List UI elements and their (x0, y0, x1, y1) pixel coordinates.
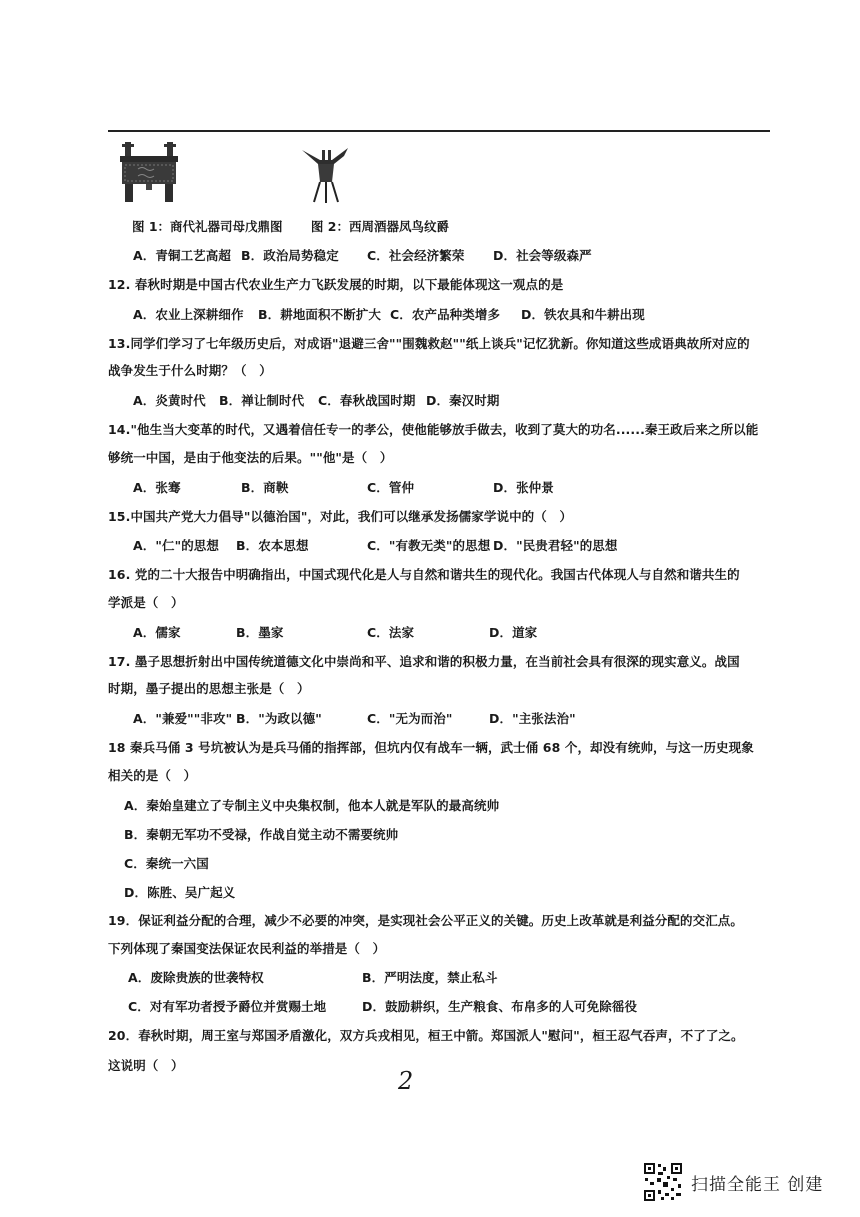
q19-option-d[interactable]: D．鼓励耕织，生产粮食、布帛多的人可免除徭役 (362, 999, 638, 1014)
q16-option-b[interactable]: B．墨家 (236, 625, 284, 640)
q11-option-c[interactable]: C．社会经济繁荣 (367, 248, 465, 263)
camscanner-watermark (643, 1162, 823, 1202)
q18-option-d[interactable]: D．陈胜、吴广起义 (124, 885, 236, 900)
q17-stem-line2: 时期，墨子提出的思想主张是（ ） (108, 681, 310, 696)
q18-stem-line1: 18 秦兵马俑 3 号坑被认为是兵马俑的指挥部，但坑内仅有战车一辆，武士俑 68 个，却没有统帅，与这一历史现象 (108, 740, 754, 755)
q17-option-b[interactable]: B．"为政以德" (236, 711, 322, 726)
q14-stem-line1: 14."他生当大变革的时代，又遇着信任专一的孝公，使他能够放手做去，收到了莫大的功名......秦王政后来之所以能 (108, 422, 759, 437)
q17-option-a[interactable]: A．"兼爱""非攻" (133, 711, 233, 726)
q15-option-c[interactable]: C．"有教无类"的思想 (367, 538, 491, 553)
q19-stem-line2: 下列体现了秦国变法保证农民利益的举措是（ ） (108, 941, 386, 956)
q15-option-d[interactable]: D．"民贵君轻"的思想 (493, 538, 618, 553)
q20-stem-line2: 这说明（ ） (108, 1058, 184, 1073)
figure-2-caption: 图 2：西周酒器凤鸟纹爵 (310, 219, 449, 234)
phoenix-jue-image (300, 146, 352, 204)
q12-option-a[interactable]: A．农业上深耕细作 (133, 307, 244, 322)
q18-option-c[interactable]: C．秦统一六国 (124, 856, 209, 871)
q19-option-b[interactable]: B．严明法度，禁止私斗 (362, 970, 498, 985)
figure-captions (132, 217, 449, 235)
q14-option-a[interactable]: A．张骞 (133, 480, 181, 495)
q16-stem-line2: 学派是（ ） (108, 595, 184, 610)
q20-stem-line1: 20．春秋时期，周王室与郑国矛盾激化，双方兵戎相见，桓王中箭。郑国派人"慰问"，桓王忍气吞声，不了了之。 (108, 1028, 744, 1043)
q18-stem-line2: 相关的是（ ） (108, 768, 197, 783)
q17-option-d[interactable]: D．"主张法治" (489, 711, 576, 726)
q16-option-a[interactable]: A．儒家 (133, 625, 181, 640)
q13-option-c[interactable]: C．春秋战国时期 (318, 393, 416, 408)
q12-option-c[interactable]: C．农产品种类增多 (390, 307, 501, 322)
q11-option-d[interactable]: D．社会等级森严 (493, 248, 592, 263)
watermark-text: 扫描全能王 创建 (691, 1174, 824, 1195)
q12-stem: 12. 春秋时期是中国古代农业生产力飞跃发展的时期，以下最能体现这一观点的是 (108, 277, 564, 292)
q17-stem-line1: 17. 墨子思想折射出中国传统道德文化中崇尚和平、追求和谐的积极力量，在当前社会具有很深的现实意义。战国 (108, 654, 740, 669)
q13-stem-line2: 战争发生于什么时期？（ ） (108, 363, 272, 378)
q17-option-c[interactable]: C．"无为而治" (367, 711, 453, 726)
q13-option-b[interactable]: B．禅让制时代 (219, 393, 305, 408)
q19-stem-line1: 19．保证利益分配的合理，减少不必要的冲突，是实现社会公平正义的关键。历史上改革就是利益分配的交汇点。 (108, 913, 743, 928)
q13-stem-line1: 13.同学们学习了七年级历史后，对成语"退避三舍""围魏救赵""纸上谈兵"记忆犹新。你知道这些成语典故所对应的 (108, 336, 750, 351)
q18-option-a[interactable]: A．秦始皇建立了专制主义中央集权制，他本人就是军队的最高统帅 (124, 798, 500, 813)
q19-option-c[interactable]: C．对有军功者授予爵位并赏赐土地 (128, 999, 327, 1014)
q14-option-d[interactable]: D．张仲景 (493, 480, 554, 495)
qr-code-icon (643, 1162, 683, 1202)
q19-option-a[interactable]: A．废除贵族的世袭特权 (128, 970, 264, 985)
q14-option-b[interactable]: B．商鞅 (241, 480, 289, 495)
q14-stem-line2: 够统一中国，是由于他变法的后果。""他"是（ ） (108, 450, 393, 465)
page-number: 2 (398, 1067, 414, 1095)
q18-option-b[interactable]: B．秦朝无军功不受禄，作战自觉主动不需要统帅 (124, 827, 399, 842)
q12-option-d[interactable]: D．铁农具和牛耕出现 (521, 307, 645, 322)
q14-option-c[interactable]: C．管仲 (367, 480, 415, 495)
q12-option-b[interactable]: B．耕地面积不断扩大 (258, 307, 382, 322)
q16-option-c[interactable]: C．法家 (367, 625, 415, 640)
top-rule (108, 130, 770, 132)
q11-option-a[interactable]: A．青铜工艺高超 (133, 248, 231, 263)
q11-option-b[interactable]: B．政治局势稳定 (241, 248, 339, 263)
q13-option-d[interactable]: D．秦汉时期 (426, 393, 500, 408)
q15-stem: 15.中国共产党大力倡导"以德治国"，对此，我们可以继承发扬儒家学说中的（ ） (108, 509, 573, 524)
q15-option-a[interactable]: A．"仁"的思想 (133, 538, 219, 553)
q16-stem-line1: 16. 党的二十大报告中明确指出，中国式现代化是人与自然和谐共生的现代化。我国古代体现人与自然和谐共生的 (108, 567, 740, 582)
q16-option-d[interactable]: D．道家 (489, 625, 538, 640)
figure-1-caption: 图 1：商代礼器司母戊鼎图 (132, 219, 283, 234)
q15-option-b[interactable]: B．农本思想 (236, 538, 309, 553)
q13-option-a[interactable]: A．炎黄时代 (133, 393, 206, 408)
simuwu-ding-image (116, 142, 182, 204)
